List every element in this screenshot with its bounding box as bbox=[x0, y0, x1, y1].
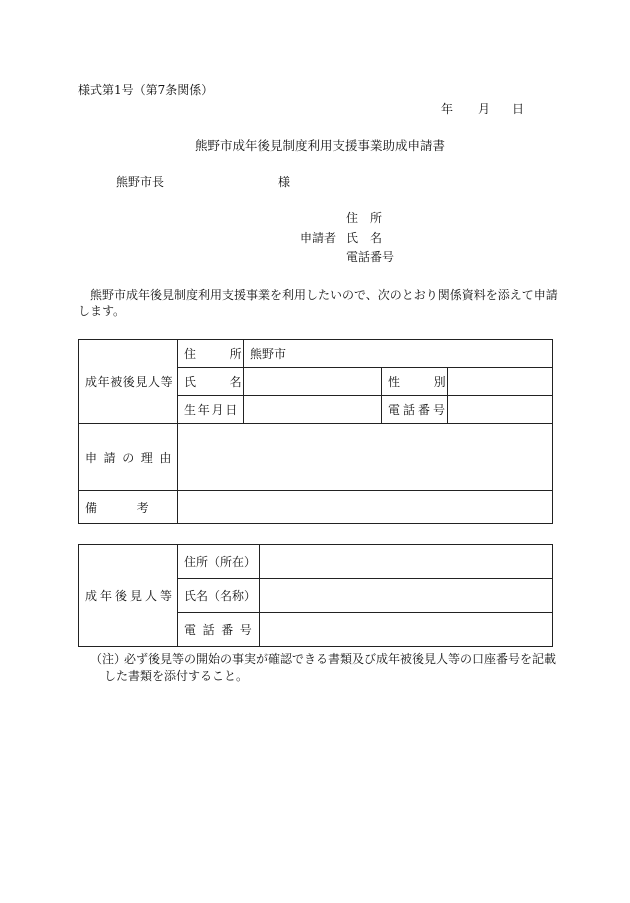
note-line1: 必ず後見等の開始の事実が確認できる書類及び成年被後見人等の口座番号を記載 bbox=[124, 652, 557, 666]
note-mark: （注） bbox=[90, 652, 127, 666]
form-number: 様式第1号（第7条関係） bbox=[78, 83, 214, 97]
guardian-address-label: 住所（所在） bbox=[178, 545, 260, 579]
ward-name-label: 氏 名 bbox=[178, 368, 244, 396]
applicant-address-label: 住 所 bbox=[346, 211, 383, 225]
ward-gender-field[interactable] bbox=[448, 368, 553, 396]
remarks-field[interactable] bbox=[178, 491, 553, 524]
guardian-phone-field[interactable] bbox=[260, 613, 553, 647]
ward-section-label: 成年被後見人等 bbox=[79, 340, 178, 424]
ward-birth-field[interactable] bbox=[244, 396, 382, 424]
guardian-name-label: 氏名（名称） bbox=[178, 579, 260, 613]
ward-birth-label: 生年月日 bbox=[178, 396, 244, 424]
ward-gender-label: 性 別 bbox=[382, 368, 448, 396]
intro-text-line1: 熊野市成年後見制度利用支援事業を利用したいので、次のとおり関係資料を添えて申請 bbox=[90, 288, 558, 302]
date-month-label: 月 bbox=[478, 102, 491, 116]
reason-label: 申請の理由 bbox=[79, 424, 178, 491]
ward-address-field[interactable]: 熊野市 bbox=[244, 340, 553, 368]
addressee-honorific: 様 bbox=[278, 175, 291, 189]
guardian-phone-label: 電話番号 bbox=[178, 613, 260, 647]
guardian-name-field[interactable] bbox=[260, 579, 553, 613]
intro-text-line2: します。 bbox=[78, 304, 126, 318]
guardian-section-label: 成年後見人等 bbox=[79, 545, 178, 647]
applicant-label: 申請者 bbox=[300, 231, 337, 245]
note-line2: した書類を添付すること。 bbox=[104, 669, 249, 683]
date-year-label: 年 bbox=[441, 102, 454, 116]
ward-phone-label: 電話番号 bbox=[382, 396, 448, 424]
ward-table bbox=[78, 339, 553, 524]
ward-phone-field[interactable] bbox=[448, 396, 553, 424]
date-day-label: 日 bbox=[512, 102, 525, 116]
applicant-phone-label: 電話番号 bbox=[346, 250, 395, 264]
ward-name-field[interactable] bbox=[244, 368, 382, 396]
reason-field[interactable] bbox=[178, 424, 553, 491]
ward-address-label: 住 所 bbox=[178, 340, 244, 368]
remarks-label: 備考 bbox=[79, 491, 178, 524]
guardian-address-field[interactable] bbox=[260, 545, 553, 579]
applicant-name-label: 氏 名 bbox=[346, 231, 383, 245]
guardian-table bbox=[78, 544, 553, 647]
page-title: 熊野市成年後見制度利用支援事業助成申請書 bbox=[195, 138, 446, 153]
addressee-name: 熊野市長 bbox=[116, 175, 165, 189]
